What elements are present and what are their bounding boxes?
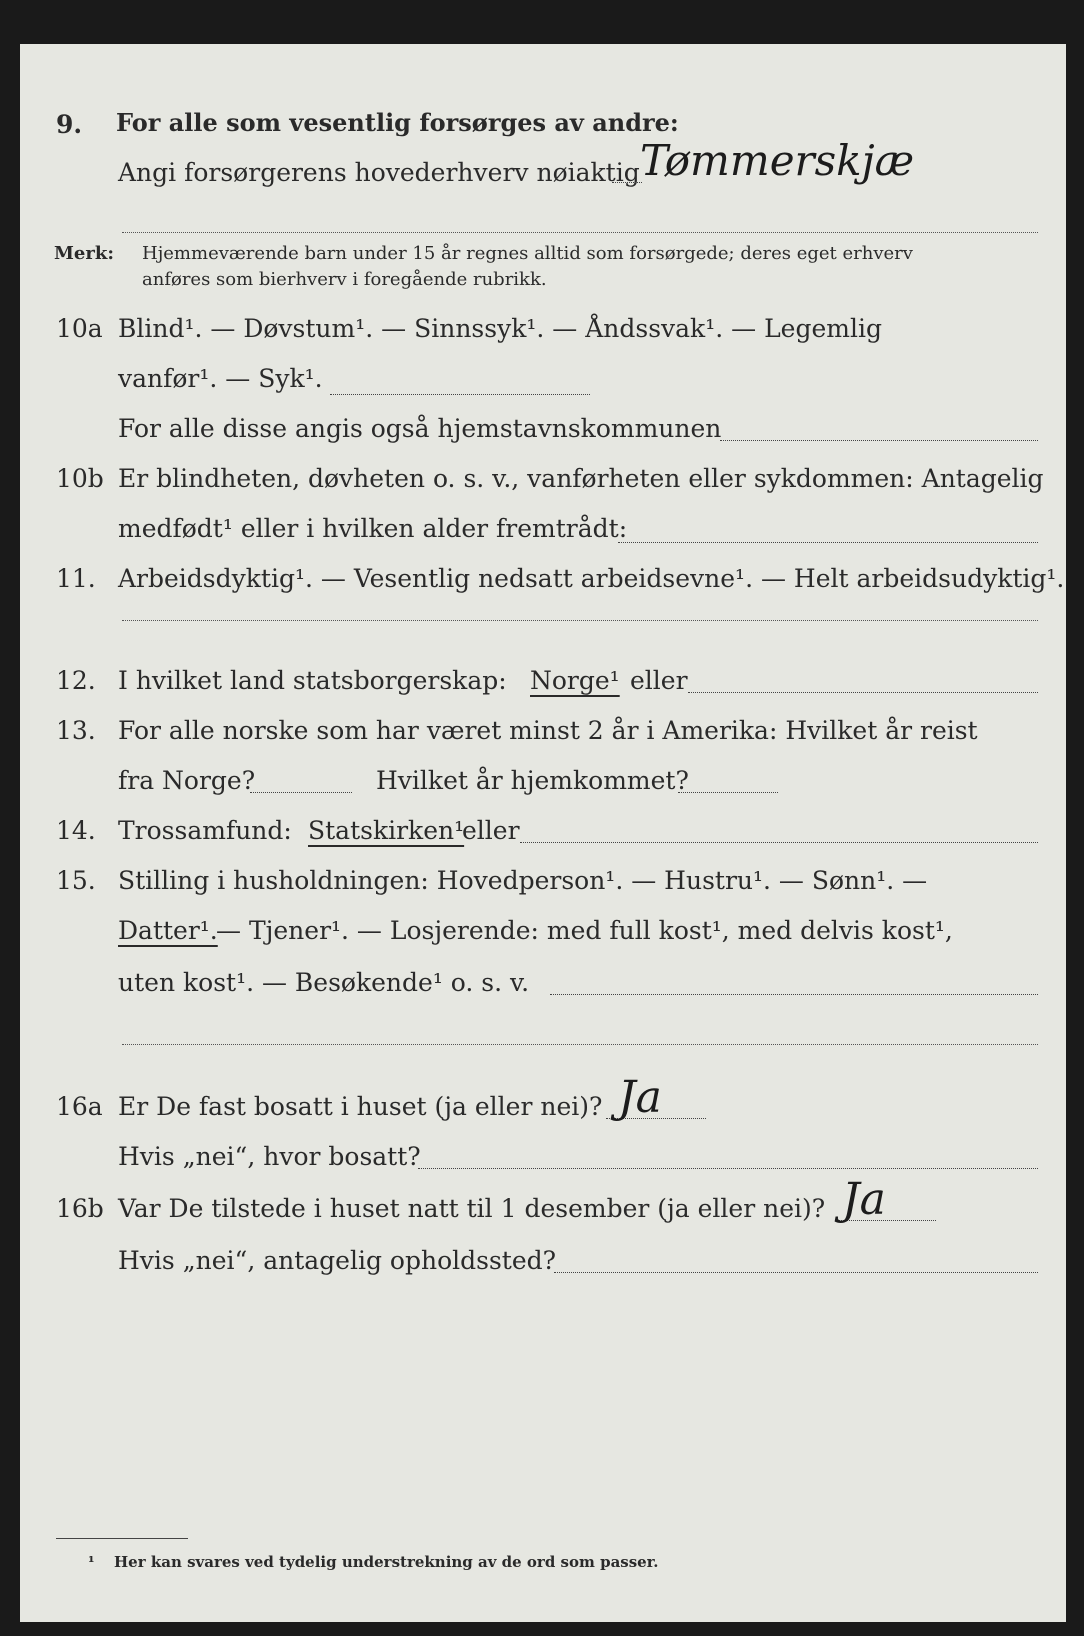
q11-number: 11. — [56, 564, 96, 593]
q16a-handwritten-answer: Ja — [618, 1072, 662, 1123]
q10b-line-2: medfødt¹ eller i hvilken alder fremtrådt: — [118, 514, 628, 543]
q10a-syk-line — [330, 394, 590, 395]
q13-reist-line — [250, 792, 352, 793]
q11-line-1: Arbeidsdyktig¹. — Vesentlig nedsatt arbeidsevne¹. — Helt arbeidsudyktig¹. — [118, 564, 1065, 593]
q12-eller: eller — [630, 666, 688, 695]
q15-line-3: uten kost¹. — Besøkende¹ o. s. v. — [118, 968, 530, 997]
q16b-opholdssted-line — [554, 1272, 1038, 1273]
q10b-line-1: Er blindheten, døvheten o. s. v., vanførheten eller sykdommen: Antagelig — [118, 464, 1044, 493]
q11-rule — [122, 620, 1038, 621]
q12-prompt: I hvilket land statsborgerskap: — [118, 666, 507, 695]
q10b-number: 10b — [56, 464, 104, 493]
q16a-bosatt-line — [418, 1168, 1038, 1169]
q13-line-2b: Hvilket år hjemkommet? — [376, 766, 689, 795]
q16b-line-1: Var De tilstede i huset natt til 1 desember (ja eller nei)? — [118, 1194, 826, 1223]
q15-datter-underlined: Datter¹. — [118, 916, 218, 945]
q10a-line-1: Blind¹. — Døvstum¹. — Sinnssyk¹. — Åndssvak¹. — Legemlig — [118, 314, 882, 343]
q10a-line-2: vanfør¹. — Syk¹. — [118, 364, 323, 393]
q14-statskirken-underlined: Statskirken¹ — [308, 816, 465, 845]
q16b-line-2: Hvis „nei“, antagelig opholdssted? — [118, 1246, 557, 1275]
footnote-separator — [56, 1538, 188, 1539]
q13-line-2a: fra Norge? — [118, 766, 256, 795]
q12-answer-line — [688, 692, 1038, 693]
q10a-kommune-line — [720, 440, 1038, 441]
q9-number: 9. — [56, 110, 83, 139]
q13-line-1: For alle norske som har været minst 2 år i Amerika: Hvilket år reist — [118, 716, 978, 745]
census-form-page — [20, 44, 1066, 1622]
q13-number: 13. — [56, 716, 96, 745]
q10b-answer-line — [618, 542, 1038, 543]
q12-number: 12. — [56, 666, 96, 695]
q16b-number: 16b — [56, 1194, 104, 1223]
q15-answer-line — [550, 994, 1038, 995]
q13-hjemkommet-line — [678, 792, 778, 793]
q15-rule — [122, 1044, 1038, 1045]
q12-norge-underlined: Norge¹ — [530, 666, 620, 695]
q14-prompt: Trossamfund: — [118, 816, 292, 845]
q9-rule — [122, 232, 1038, 233]
q16b-handwritten-answer: Ja — [842, 1174, 886, 1225]
q14-number: 14. — [56, 816, 96, 845]
merk-label: Merk: — [54, 243, 114, 264]
q14-answer-line — [520, 842, 1038, 843]
merk-line-2: anføres som bierhverv i foregående rubrikk. — [142, 269, 547, 290]
q9-heading: For alle som vesentlig forsørges av andre: — [116, 108, 679, 137]
q16a-line-2: Hvis „nei“, hvor bosatt? — [118, 1142, 421, 1171]
q10a-number: 10a — [56, 314, 103, 343]
merk-line-1: Hjemmeværende barn under 15 år regnes alltid som forsørgede; deres eget erhverv — [142, 243, 913, 264]
q15-line-2: — Tjener¹. — Losjerende: med full kost¹, med delvis kost¹, — [216, 916, 953, 945]
q14-eller: eller — [462, 816, 520, 845]
q9-answer-line — [612, 182, 642, 183]
footnote-mark: ¹ — [88, 1553, 95, 1571]
q16a-number: 16a — [56, 1092, 103, 1121]
q10a-line-3: For alle disse angis også hjemstavnskommunen — [118, 414, 722, 443]
q9-prompt: Angi forsørgerens hovederhverv nøiaktig — [118, 158, 640, 187]
q16a-line-1: Er De fast bosatt i huset (ja eller nei)? — [118, 1092, 603, 1121]
footnote-text: Her kan svares ved tydelig understrekning av de ord som passer. — [114, 1553, 659, 1571]
q15-number: 15. — [56, 866, 96, 895]
q9-handwritten-answer: Tømmerskjæ — [640, 136, 915, 185]
q15-line-1: Stilling i husholdningen: Hovedperson¹. — Hustru¹. — Sønn¹. — — [118, 866, 928, 895]
